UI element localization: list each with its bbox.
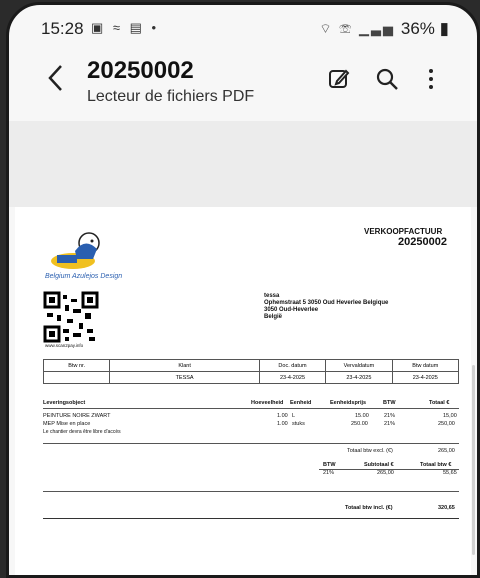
meta-header: Vervaldatum (326, 360, 392, 372)
meta-header: Btw nr. (44, 360, 110, 372)
more-vert-icon (419, 67, 443, 91)
phone-screen (6, 2, 480, 578)
item-unit: stuks (292, 421, 305, 427)
app-bar (9, 49, 477, 121)
meta-header: Klant (110, 360, 259, 372)
items-header-object: Leveringsobject (43, 400, 86, 406)
page-gap (9, 121, 477, 207)
more-options-button[interactable] (419, 67, 445, 93)
grand-total-value: 320,65 (438, 505, 455, 511)
search-button[interactable] (375, 67, 401, 93)
customer-address-2: 3050 Oud-Heverlee (264, 307, 319, 313)
vat-amount: 55,65 (443, 470, 457, 476)
invoice-heading: VERKOOPFACTUUR (364, 227, 443, 236)
item-vat: 21% (384, 421, 396, 427)
viewer-name: Lecteur de fichiers PDF (87, 88, 255, 105)
items-header-vat: BTW (383, 400, 396, 406)
divider (43, 443, 459, 444)
item-object: MEP Mise en place (43, 421, 91, 427)
scrollbar[interactable] (472, 365, 475, 555)
meta-value: TESSA (110, 372, 259, 384)
vat-header-total: Totaal btw € (420, 462, 452, 468)
divider (43, 491, 459, 492)
item-total: 250,00 (438, 421, 455, 427)
item-unit: L (292, 413, 296, 419)
status-time: 15:28 (41, 19, 84, 38)
meta-header: Doc. datum (259, 360, 325, 372)
item-object: PEINTURE NOIRE ZWART (43, 413, 111, 419)
meta-value: 23-4-2025 (259, 372, 325, 384)
company-caption: Belgium Azulejos Design (45, 273, 123, 280)
meta-header: Btw datum (392, 360, 458, 372)
item-qty: 1.00 (277, 413, 288, 419)
signal-icon: ⌔ ☏ ▁▃▅ (319, 21, 395, 36)
items-header-unit: Eenheid (290, 400, 312, 406)
item-price: 15.00 (355, 413, 369, 419)
item-price: 250.00 (351, 421, 368, 427)
item-total: 15,00 (443, 413, 457, 419)
vat-rate: 21% (323, 470, 335, 476)
divider (43, 408, 459, 409)
search-icon (375, 67, 399, 91)
customer-name: tessa (264, 293, 280, 299)
vat-subtotal: 265,00 (377, 470, 394, 476)
divider (43, 518, 459, 519)
meta-value: 23-4-2025 (326, 372, 392, 384)
chevron-left-icon (45, 63, 67, 93)
meta-value (44, 372, 110, 384)
status-bar (9, 5, 477, 49)
subtotal-label: Totaal btw excl. (€) (347, 448, 393, 454)
meta-value: 23-4-2025 (392, 372, 458, 384)
document-title: 20250002 (87, 57, 194, 84)
items-header-price: Eenheidsprijs (330, 400, 367, 406)
back-button[interactable] (45, 63, 75, 99)
item-vat: 21% (384, 413, 396, 419)
invoice-note: Le chantier devra être libre d'accès (43, 429, 121, 435)
battery-level: 36% ▮ (400, 19, 449, 38)
items-header-qty: Hoeveelheid (251, 400, 284, 406)
pdf-page[interactable] (15, 207, 471, 577)
items-header-total: Totaal € (429, 400, 450, 406)
customer-address-1: Ophemstraat 5 3050 Oud Heverlee Belgique (264, 300, 389, 306)
edit-icon (327, 67, 351, 91)
invoice-meta-table (43, 359, 459, 384)
invoice-number: 20250002 (398, 236, 447, 248)
qr-caption: www.scan2pay.info (45, 343, 84, 348)
item-qty: 1.00 (277, 421, 288, 427)
grand-total-label: Totaal btw incl. (€) (345, 505, 393, 511)
customer-address-3: België (264, 314, 283, 320)
qr-code (43, 291, 99, 345)
notification-icons: ▣ ≈ ▤ • (91, 20, 160, 35)
edit-button[interactable] (327, 67, 353, 93)
vat-header-subtotal: Subtotaal € (364, 462, 394, 468)
vat-header-btw: BTW (323, 462, 336, 468)
subtotal-value: 265,00 (438, 448, 455, 454)
company-logo (45, 229, 115, 275)
